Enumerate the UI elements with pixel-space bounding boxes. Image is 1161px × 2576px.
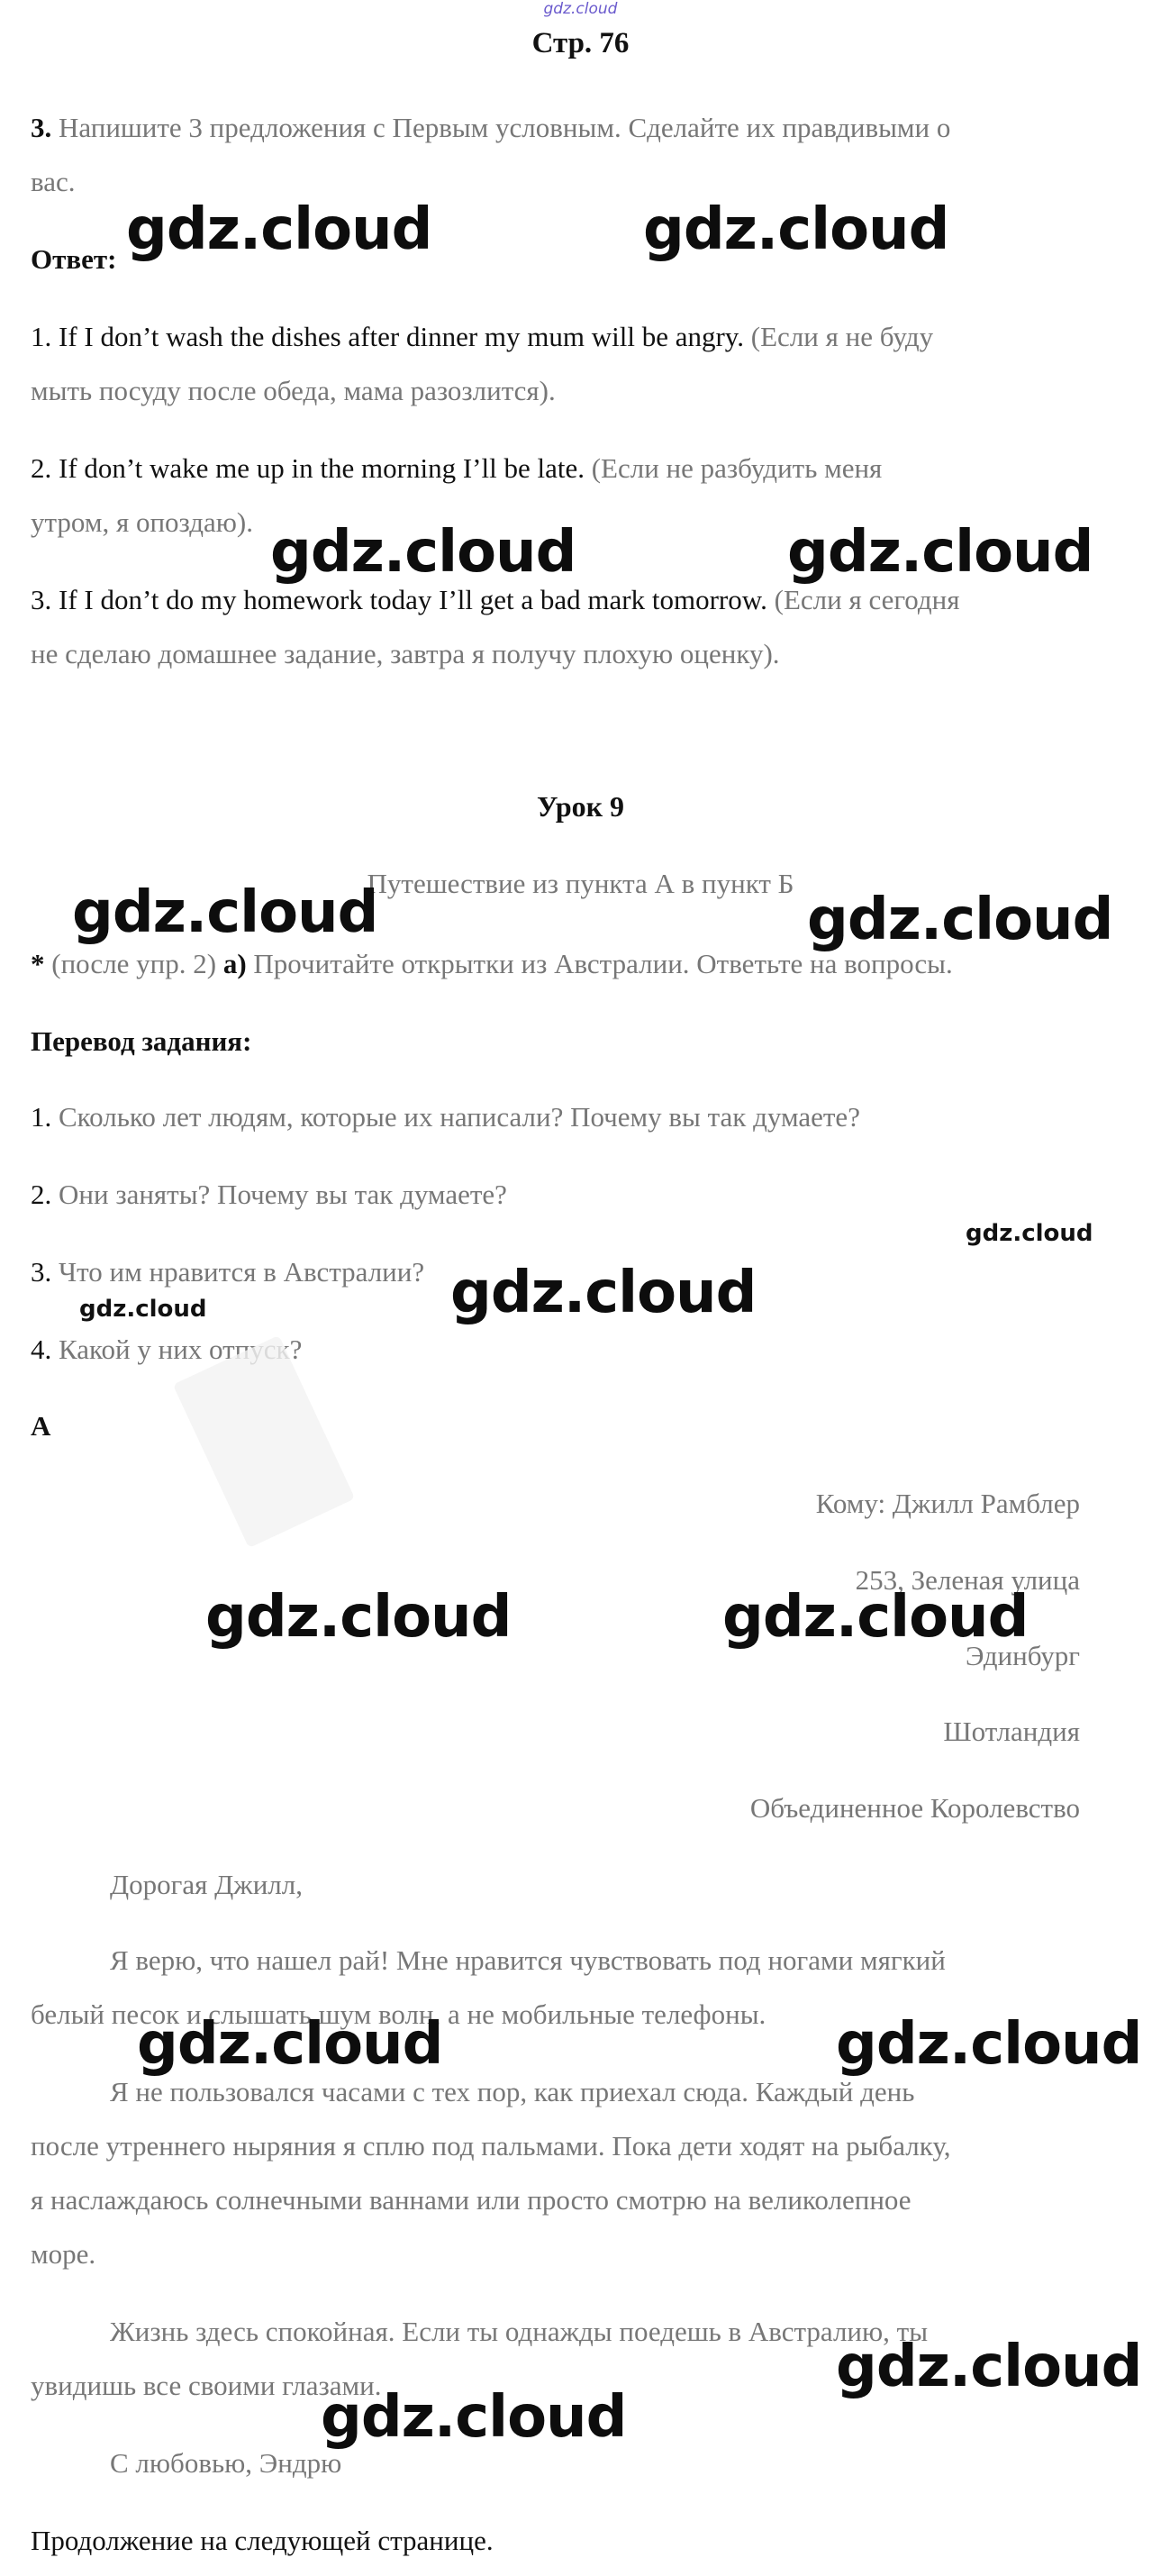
postcard-paragraph-line: море. — [31, 2238, 96, 2270]
question-item — [31, 1168, 507, 1222]
question-number: 1. — [31, 1101, 52, 1133]
exercise3-number: 3. — [31, 112, 52, 143]
watermark-text: gdz.cloud — [126, 196, 432, 263]
question-text: Что им нравится в Австралии? — [59, 1256, 425, 1288]
translation-label: Перевод задания: — [31, 1025, 252, 1057]
lesson-subtitle: Путешествие из пункта А в пункт Б — [367, 868, 794, 899]
question-number: 4. — [31, 1334, 52, 1365]
answer-item-ru-cont: не сделаю домашнее задание, завтра я получу плохую оценку). — [31, 638, 780, 669]
continuation-note: Продолжение на следующей странице. — [31, 2525, 494, 2556]
page-title: Стр. 76 — [531, 27, 630, 59]
answer-item-ru: (Если я не буду — [750, 321, 934, 352]
exercise3-task-line1 — [31, 101, 950, 155]
watermark-text: gdz.cloud — [270, 519, 576, 586]
question-number: 2. — [31, 1179, 52, 1210]
watermark-text: gdz.cloud — [137, 2011, 443, 2078]
postcard-paragraph-line: Я не пользовался часами с тех пор, как приехал сюда. Каждый день — [110, 2076, 915, 2107]
task-star: * — [31, 948, 45, 979]
answer-item-ru: (Если не разбудить меня — [591, 452, 883, 484]
watermark-text: gdz.cloud — [205, 1584, 512, 1651]
watermark-text: gdz.cloud — [722, 1584, 1029, 1651]
address-line: Эдинбург — [966, 1640, 1080, 1671]
watermark-text: gdz.cloud — [807, 887, 1113, 953]
question-text: Сколько лет людям, которые их написали? Почему вы так думаете? — [59, 1101, 860, 1133]
postcard-greeting: Дорогая Джилл, — [110, 1869, 303, 1900]
answer-item-en: 1. If I don’t wash the dishes after dinner my mum will be angry. — [31, 321, 745, 352]
watermark-text-small: gdz.cloud — [79, 1296, 207, 1323]
address-line: Объединенное Королевство — [749, 1792, 1080, 1824]
question-item — [31, 1090, 860, 1144]
watermark-text: gdz.cloud — [450, 1260, 757, 1326]
exercise3-task-text: Напишите 3 предложения с Первым условным. Сделайте их правдивыми о — [59, 112, 951, 143]
postcard-paragraph-line: Жизнь здесь спокойная. Если ты однажды поедешь в Австралию, ты — [110, 2316, 929, 2347]
postcard-paragraph-line: я наслаждаюсь солнечными ваннами или просто смотрю на великолепное — [31, 2184, 912, 2216]
watermark-text: gdz.cloud — [787, 519, 1093, 586]
postcard-label: A — [31, 1410, 51, 1442]
watermark-text: gdz.cloud — [836, 2011, 1142, 2078]
watermark-text-small: gdz.cloud — [966, 1220, 1093, 1247]
postcard-signoff: С любовью, Эндрю — [110, 2447, 342, 2479]
question-item — [31, 1245, 424, 1299]
postcard-paragraph-line: увидишь все своими глазами. — [31, 2370, 382, 2401]
question-text: Какой у них отпуск? — [59, 1334, 303, 1365]
answer-item-ru-cont: утром, я опоздаю). — [31, 506, 254, 538]
lesson-title: Урок 9 — [536, 790, 625, 823]
answer-item-ru-cont: мыть посуду после обеда, мама разозлится). — [31, 375, 556, 406]
question-number: 3. — [31, 1256, 52, 1288]
postcard-paragraph-line: Я верю, что нашел рай! Мне нравится чувствовать под ногами мягкий — [110, 1944, 946, 1976]
answer-item-en: 2. If don’t wake me up in the morning I’ll be late. — [31, 452, 585, 484]
answer-item-en: 3. If I don’t do my homework today I’ll get a bad mark tomorrow. — [31, 584, 767, 615]
watermark-text: gdz.cloud — [836, 2334, 1142, 2400]
top-watermark: gdz.cloud — [543, 0, 618, 18]
task-after: (после упр. 2) — [51, 948, 217, 979]
task-text: Прочитайте открытки из Австралии. Ответьте на вопросы. — [253, 948, 953, 979]
answer-item-ru: (Если я сегодня — [774, 584, 960, 615]
question-text: Они заняты? Почему вы так думаете? — [59, 1179, 507, 1210]
watermark-text: gdz.cloud — [643, 196, 949, 263]
address-line: 253, Зеленая улица — [855, 1564, 1080, 1596]
exercise3-task-line2: вас. — [31, 166, 76, 197]
address-line: Шотландия — [943, 1716, 1080, 1747]
answer-label: Ответ: — [31, 243, 117, 275]
answer-item-1 — [31, 310, 933, 364]
watermark-text: gdz.cloud — [72, 879, 378, 946]
task-letter: a) — [222, 948, 247, 979]
postcard-paragraph-line: белый песок и слышать шум волн, а не мобильные телефоны. — [31, 1998, 766, 2030]
watermark-text: gdz.cloud — [321, 2384, 627, 2451]
answer-item-2 — [31, 441, 882, 496]
address-line: Кому: Джилл Рамблер — [815, 1488, 1080, 1519]
postcard-paragraph-line: после утреннего ныряния я сплю под пальмами. Пока дети ходят на рыбалку, — [31, 2130, 951, 2162]
